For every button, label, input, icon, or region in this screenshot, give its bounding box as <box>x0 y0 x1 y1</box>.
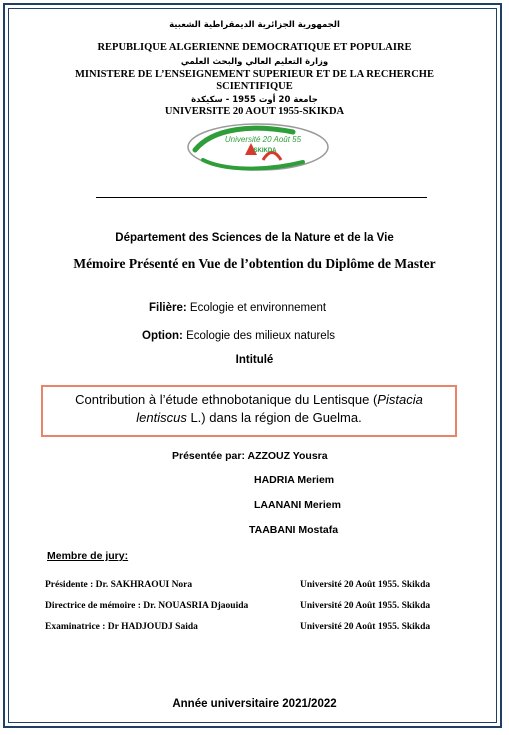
filiere-value: Ecologie et environnement <box>186 302 327 314</box>
author-2: HADRIA Meriem <box>254 474 335 486</box>
jury-member-university: Université 20 Août 1955. Skikda <box>300 580 431 590</box>
university-logo <box>183 120 333 175</box>
arabic-university-name: جامعة 20 أوت 1955 - سكيكدة <box>191 95 318 105</box>
memoire-statement: Mémoire Présenté en Vue de l’obtention du Diplôme de Master <box>73 256 436 271</box>
thesis-title-part1: Contribution à l’étude ethnobotanique du Lentisque ( <box>75 392 378 407</box>
jury-member-university: Université 20 Août 1955. Skikda <box>300 622 431 632</box>
option-value: Ecologie des milieux naturels <box>182 330 336 342</box>
thesis-title-part2: L.) dans la région de Guelma. <box>186 410 362 425</box>
thesis-title-species-genus: Pistacia <box>377 392 423 407</box>
arabic-ministry-name: وزارة التعليم العالي والبحث العلمي <box>180 57 329 67</box>
arabic-republic-name: الجمهورية الجزائرية الديمقراطية الشعبية <box>169 20 340 30</box>
intitule-label: Intitulé <box>235 354 274 366</box>
option-line <box>142 330 335 342</box>
presented-by-line <box>172 450 328 462</box>
thesis-title-box <box>41 385 457 437</box>
presented-by-label: Présentée par: <box>172 450 245 462</box>
department-name: Département des Sciences de la Nature et de la Vie <box>115 232 394 244</box>
filiere-label: Filière: <box>149 302 187 314</box>
thesis-title-species-epithet: lentiscus <box>136 410 187 425</box>
ministry-name-line2: SCIENTIFIQUE <box>216 81 293 92</box>
jury-member-role: Présidente : Dr. SAKHRAOUI Nora <box>45 580 193 590</box>
jury-member-role: Directrice de mémoire : Dr. NOUASRIA Djaouida <box>45 601 249 611</box>
jury-member-role: Examinatrice : Dr HADJOUDJ Saida <box>45 622 198 632</box>
option-label: Option: <box>142 330 183 342</box>
academic-year: Année universitaire 2021/2022 <box>172 698 337 710</box>
university-name: UNIVERSITE 20 AOUT 1955-SKIKDA <box>164 106 345 117</box>
author-4: TAABANI Mostafa <box>249 524 339 536</box>
jury-heading: Membre de jury: <box>47 550 129 562</box>
header-divider <box>96 197 427 198</box>
logo-text-line1: Université 20 Août 55 <box>224 135 302 144</box>
author-1: AZZOUZ Yousra <box>247 450 328 462</box>
filiere-line <box>149 302 326 314</box>
jury-member-university: Université 20 Août 1955. Skikda <box>300 601 431 611</box>
republic-name: REPUBLIQUE ALGERIENNE DEMOCRATIQUE ET POPULAIRE <box>97 42 412 53</box>
logo-text-line2: SKIKDA <box>253 148 277 154</box>
ministry-name-line1: MINISTERE DE L’ENSEIGNEMENT SUPERIEUR ET DE LA RECHERCHE <box>75 69 434 80</box>
author-3: LAANANI Meriem <box>254 499 341 511</box>
